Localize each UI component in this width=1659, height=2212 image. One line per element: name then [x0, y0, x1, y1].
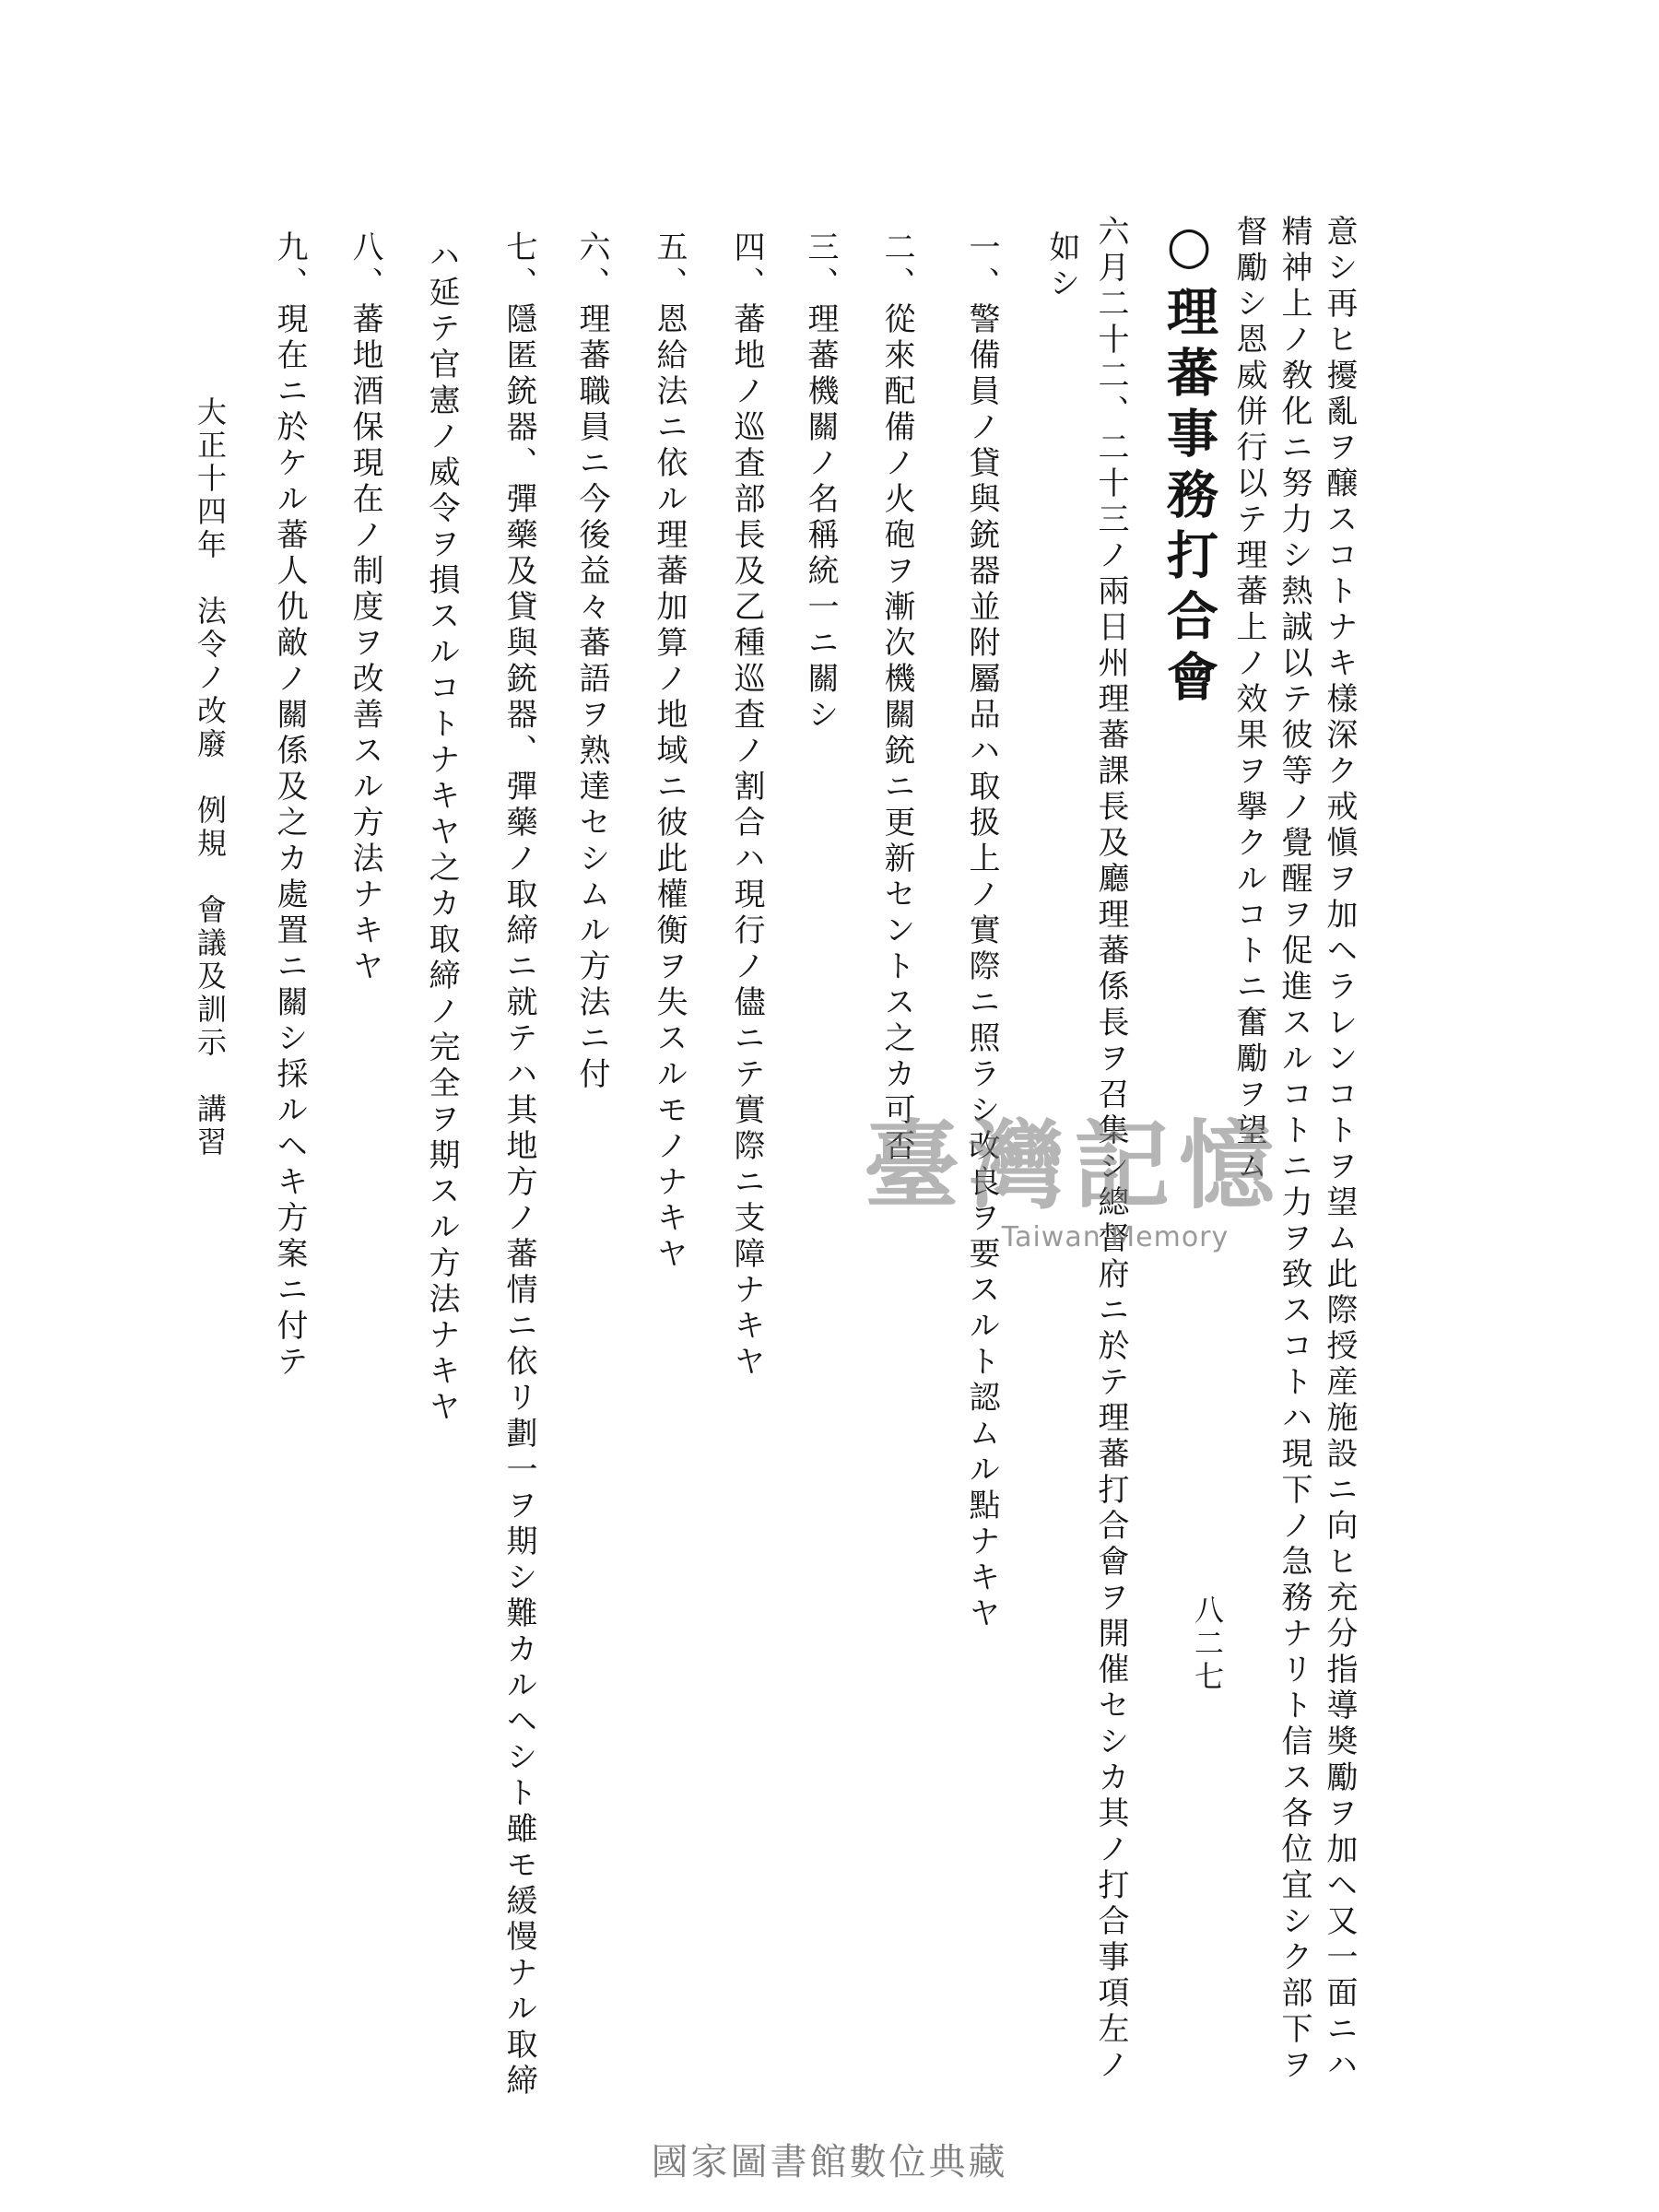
page-number: 八二七 — [1190, 1594, 1225, 1694]
list-item-2: 二、從來配備ノ火砲ヲ漸次機關銃ニ更新セントス之カ可否 — [878, 230, 915, 1165]
text-column-3: 督勵シ恩威併行以テ理蕃上ノ效果ヲ擧クルコトニ奮勵ヲ望ム — [1230, 215, 1267, 1185]
text-column-1: 意シ再ヒ擾亂ヲ醸スコトナキ樣深ク戒愼ヲ加ヘラレンコトヲ望ム此際授産施設ニ向ヒ充分指導奬勵ヲ加ヘ又一面ニハ — [1321, 215, 1358, 2084]
list-item-9: 九、現在ニ於ケル蕃人仇敵ノ關係及之カ處置ニ關シ採ルヘキ方案ニ付テ — [271, 230, 308, 1381]
text-column-5: 六月二十二、二十三ノ兩日州理蕃課長及廳理蕃係長ヲ召集シ總督府ニ於テ理蕃打合會ヲ開催セシカ其ノ打合事項左ノ — [1092, 215, 1129, 2084]
list-item-7-continued: ハ延テ官憲ノ威令ヲ損スルコトナキヤ之カ取締ノ完全ヲ期スル方法ナキヤ — [423, 240, 460, 1426]
section-title: ○理蕃事務打合會 — [1159, 215, 1219, 711]
list-item-3: 三、理蕃機關ノ名稱統一ニ關シ — [802, 230, 839, 734]
list-item-5: 五、恩給法ニ依ル理蕃加算ノ地域ニ彼此權衡ヲ失スルモノナキヤ — [651, 230, 688, 1273]
running-footer: 大正十四年 法令ノ改廢 例規 會議及訓示 講習 — [193, 396, 228, 1159]
text-column-6: 如シ — [1043, 230, 1080, 302]
list-item-7: 七、隱匿銃器、彈藥及貸與銃器、彈藥ノ取締ニ就テハ其地方ノ蕃情ニ依リ劃一ヲ期シ難カルヘシト雖モ緩慢ナル取締 — [500, 230, 537, 2100]
list-item-1: 一、警備員ノ貸與銃器並附屬品ハ取扱上ノ實際ニ照ラシ改良ヲ要スルト認ムル點ナキヤ — [963, 230, 1000, 1632]
list-item-6: 六、理蕃職員ニ今後益々蕃語ヲ熟達セシムル方法ニ付 — [573, 230, 610, 1093]
text-column-2: 精神上ノ敎化ニ努力シ熱誠以テ彼等ノ覺醒ヲ促進スルコトニ力ヲ致スコトハ現下ノ急務ナリト信ス各位宜シク部下ヲ — [1276, 215, 1312, 2084]
library-collection-mark: 國家圖書館數位典藏 — [651, 2141, 1008, 2183]
watermark-subtitle: Taiwan Memory — [1001, 1221, 1230, 1253]
list-item-8: 八、蕃地酒保現在ノ制度ヲ改善スル方法ナキヤ — [347, 230, 383, 985]
watermark-logo-text: 臺灣記憶 — [863, 1109, 1284, 1222]
list-item-4: 四、蕃地ノ巡査部長及乙種巡査ノ割合ハ現行ノ儘ニテ實際ニ支障ナキヤ — [728, 230, 765, 1381]
